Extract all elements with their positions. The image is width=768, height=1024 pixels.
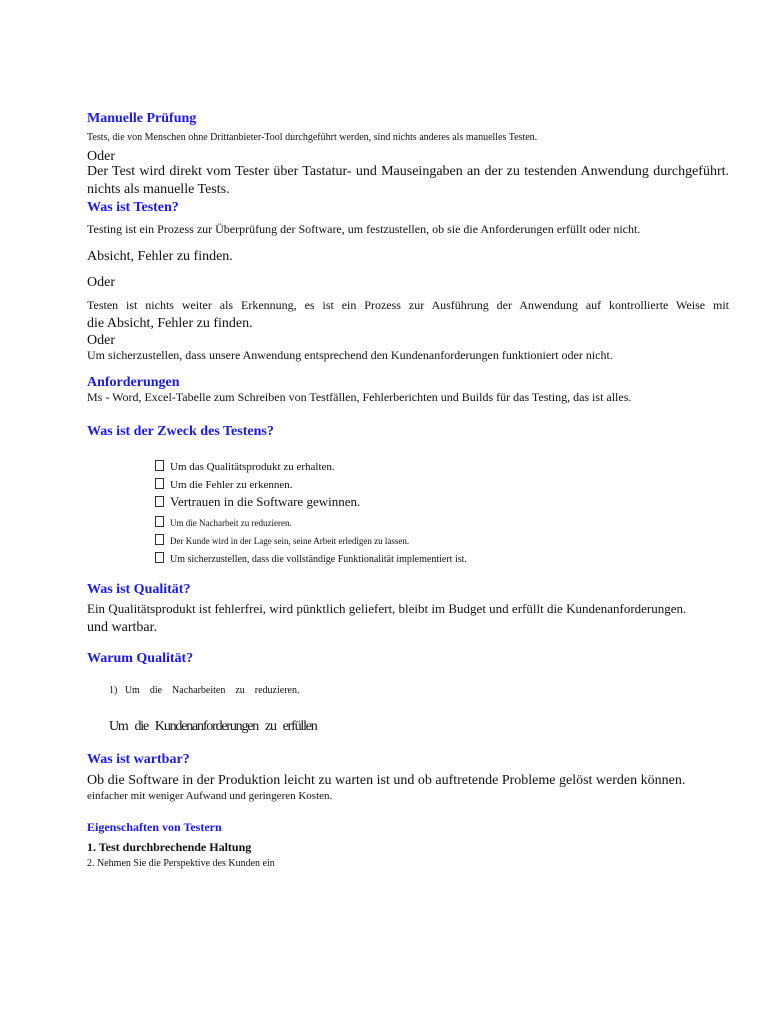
list-item-text: Um die Nacharbeit zu reduzieren. <box>170 518 292 528</box>
testing-intent: Absicht, Fehler zu finden. <box>87 249 233 264</box>
list-item-text: Um die Fehler zu erkennen. <box>170 479 293 491</box>
or-text: Oder <box>87 149 115 164</box>
list-item <box>155 516 292 528</box>
quality-definition-cont: und wartbar. <box>87 620 157 635</box>
checkbox-icon <box>155 496 164 507</box>
heading-requirements: Anforderungen <box>87 375 180 390</box>
or-text: Oder <box>87 333 115 348</box>
manual-testing-description: Der Test wird direkt vom Tester über Tastatur- und Mauseingaben an der zu testenden Anwendung durchgeführt. <box>87 164 729 179</box>
testing-assurance-text: Um sicherzustellen, dass unsere Anwendung entsprechend den Kundenanforderungen funktioniert oder nicht. <box>87 348 613 362</box>
testing-detection-cont: die Absicht, Fehler zu finden. <box>87 316 253 331</box>
list-item <box>155 460 335 474</box>
heading-purpose-of-testing: Was ist der Zweck des Testens? <box>87 424 274 439</box>
list-item-text: Um sicherzustellen, dass die vollständige Funktionalität implementiert ist. <box>170 554 467 565</box>
heading-tester-characteristics: Eigenschaften von Testern <box>87 820 222 834</box>
heading-why-quality: Warum Qualität? <box>87 651 194 666</box>
list-item <box>155 534 409 546</box>
maintainable-definition: Ob die Software in der Produktion leicht zu warten ist und ob auftretende Probleme gelöst werden können. <box>87 773 686 788</box>
manual-testing-definition: Tests, die von Menschen ohne Drittanbieter-Tool durchgeführt werden, sind nichts anderes als manuelles Testen. <box>87 132 538 143</box>
list-item-text: Vertrauen in die Software gewinnen. <box>170 494 361 509</box>
list-item <box>155 478 292 492</box>
heading-what-is-quality: Was ist Qualität? <box>87 582 191 597</box>
list-item-text: Der Kunde wird in der Lage sein, seine Arbeit erledigen zu lassen. <box>170 536 410 546</box>
quality-definition: Ein Qualitätsprodukt ist fehlerfrei, wird pünktlich geliefert, bleibt im Budget und erfüllt die Kundenanforderungen. <box>87 601 687 616</box>
heading-what-is-maintainable: Was ist wartbar? <box>87 752 190 767</box>
checkbox-icon <box>155 516 164 527</box>
list-item: 1. Test durchbrechende Haltung <box>87 840 252 854</box>
requirements-text: Ms - Word, Excel-Tabelle zum Schreiben von Testfällen, Fehlerberichten und Builds für das Testing, das ist alles. <box>87 390 632 404</box>
maintainable-definition-cont: einfacher mit weniger Aufwand und geringeren Kosten. <box>87 790 333 802</box>
list-item: 1) Um die Nacharbeiten zu reduzieren. <box>109 685 300 696</box>
list-item: 2. Nehmen Sie die Perspektive des Kunden ein <box>87 858 275 869</box>
heading-manual-testing: Manuelle Prüfung <box>87 111 197 126</box>
list-item: Um die Kundenanforderungen zu erfüllen <box>109 719 317 734</box>
list-item-text: Um das Qualitätsprodukt zu erhalten. <box>170 461 335 473</box>
list-item <box>155 495 360 510</box>
checkbox-icon <box>155 552 164 563</box>
manual-testing-description-cont: nichts als manuelle Tests. <box>87 182 230 197</box>
checkbox-icon <box>155 478 164 489</box>
checkbox-icon <box>155 460 164 471</box>
testing-detection-text: Testen ist nichts weiter als Erkennung, es ist ein Prozess zur Ausführung der Anwendung auf kontrollierte Weise mit <box>87 298 729 312</box>
testing-definition: Testing ist ein Prozess zur Überprüfung der Software, um festzustellen, ob sie die Anforderungen erfüllt oder nicht. <box>87 222 641 236</box>
or-text: Oder <box>87 275 115 290</box>
heading-what-is-testing: Was ist Testen? <box>87 200 179 215</box>
list-item <box>155 552 467 566</box>
checkbox-icon <box>155 534 164 545</box>
